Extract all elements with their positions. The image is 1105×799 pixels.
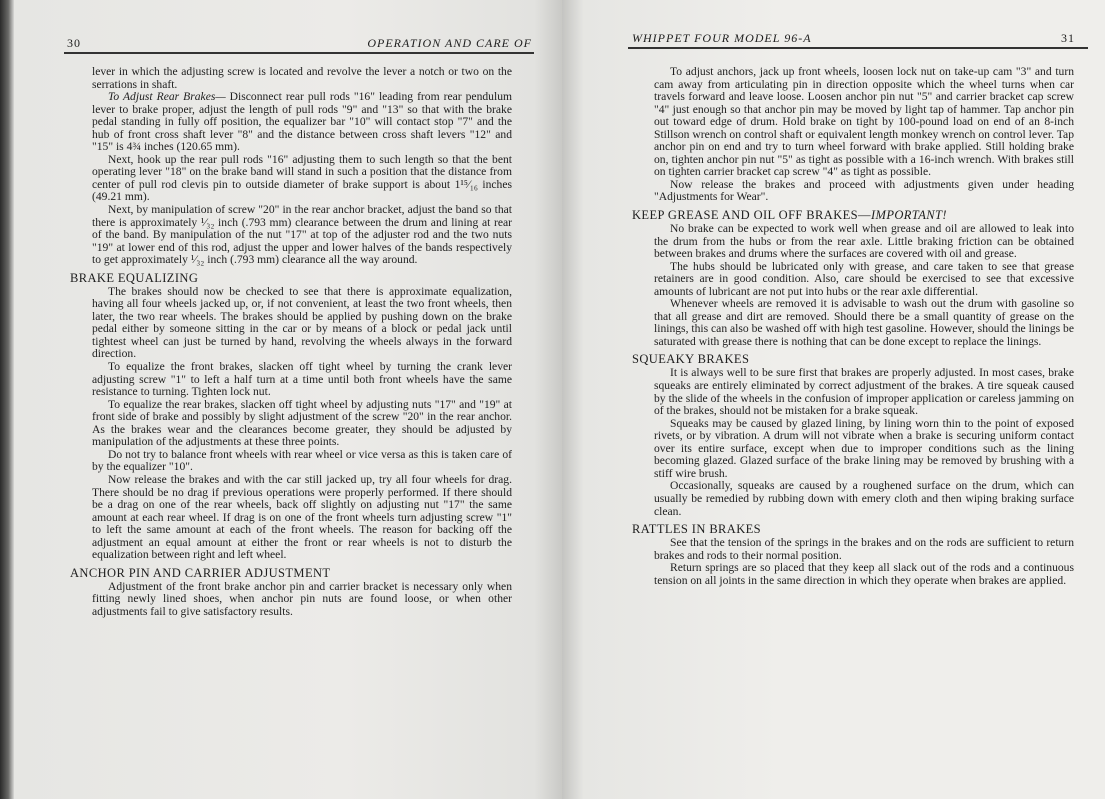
paragraph-text: The brakes should now be checked to see that there is approximate equalization, having all four wheels jacked up, or, if not convenient, at least the two front wheels, then later, the two rear wheels. The brakes should be applied by pushing down on the brake pedal either by someone sitting in the car or by means of a block or pedal jack until tightest wheel can just be turned by hand, revolving the wheels always in the forward direction. bbox=[92, 284, 512, 361]
right-page bbox=[562, 0, 1105, 799]
paragraph bbox=[654, 480, 1074, 518]
header-rule bbox=[628, 47, 1088, 49]
paragraph-text: Squeaks may be caused by glazed lining, by lining worn thin to the point of exposed rivets, or by vibration. A drum will not vibrate when a brake is securing uniform contact over its entire surface, except when due to improper conditions such as the lining becoming glazed. Glazed surface of the brake lining may be removed by brushing with a stiff wire brush. bbox=[654, 416, 1074, 480]
paragraph bbox=[92, 204, 512, 267]
paragraph bbox=[654, 537, 1074, 562]
paragraph-text: Next, hook up the rear pull rods "16" adjusting them to such length so that the bent operating lever "18" on the brake band will stand in such a position that the distance from center of pull rod clevis pin to outside diameter of brake support is about 1¹⁵⁄₁₆ inches (49.21 mm). bbox=[92, 152, 512, 204]
paragraph-text: Return springs are so placed that they keep all slack out of the rods and a continuous tension on all joints in the same direction in which they operate when brakes are applied. bbox=[654, 561, 1074, 587]
section-heading-emphasis: IMPORTANT! bbox=[870, 208, 947, 223]
paragraph bbox=[92, 154, 512, 204]
paragraph bbox=[92, 581, 512, 619]
paragraph-text: Now release the brakes and with the car still jacked up, try all four wheels for drag. There should be no drag if previous operations were properly performed. If there should be a drag on one of the rear wheels, back off slightly on adjusting nut "17" the same amount at each rear wheel. If drag is on one of the front wheels turn adjusting screw "1" to left the same amount at each of the front wheels. The reason for backing off the adjustment an equal amount at either the front or rear wheels is not to disturb the equalization between right and left wheel. bbox=[92, 472, 512, 562]
paragraph-text: Next, by manipulation of screw "20" in the rear anchor bracket, adjust the band so that there is approximately ¹⁄₃₂ inch (.793 mm) clearance between the drum and lining at rear of the band. By manipulation of the nut "17" at top of the adjuster rod and the two nuts "19" at lower end of this rod, adjust the upper and lower halves of the bands respectively to get approximately ¹⁄₃₂ inch (.793 mm) clearance all the way around. bbox=[92, 203, 512, 267]
paragraph-text: Whenever wheels are removed it is advisable to wash out the drum with gasoline so that all grease and dirt are removed. Should there be a small quantity of grease on the linings, this can also be washed off with high test gasoline. However, should the linings be saturated with grease there is nothing that can be done except to replace the linings. bbox=[654, 297, 1074, 348]
section-heading-text: ANCHOR PIN AND CARRIER ADJUSTMENT bbox=[70, 565, 331, 580]
paragraph-text: No brake can be expected to work well when grease and oil are allowed to leak into the drum from the hubs or from the rear axle. Little braking friction can be obtained between brakes and drums where the surfaces are covered with oil and grease. bbox=[654, 222, 1074, 261]
section-heading bbox=[632, 208, 1074, 222]
section-heading-text: KEEP GREASE AND OIL OFF BRAKES— bbox=[632, 208, 871, 223]
page-number: 30 bbox=[67, 36, 81, 50]
paragraph bbox=[654, 298, 1074, 348]
header-rule bbox=[64, 52, 534, 54]
section-heading bbox=[70, 566, 512, 580]
paragraph-text: To equalize the front brakes, slacken off tight wheel by turning the crank lever adjusting screw "1" to left a half turn at a time until both front wheels have the same resistance to turning. Tighten lock nut. bbox=[92, 360, 512, 399]
paragraph bbox=[92, 474, 512, 562]
section-heading bbox=[632, 352, 1074, 366]
paragraph bbox=[92, 286, 512, 361]
paragraph bbox=[654, 66, 1074, 179]
paragraph-text: The hubs should be lubricated only with grease, and care taken to see that grease retainers are in good condition. Also, care should be exercised to see that excessive amounts of lubricant are not put into hubs or the rear axle differential. bbox=[654, 259, 1074, 298]
paragraph bbox=[654, 261, 1074, 299]
paragraph-lead-in: To Adjust Rear Brakes— bbox=[108, 90, 226, 104]
paragraph bbox=[654, 223, 1074, 261]
paragraph-text: Occasionally, squeaks are caused by a roughened surface on the drum, which can usually be remedied by rubbing down with emery cloth and then wiping braking surface clean. bbox=[654, 479, 1074, 518]
paragraph-text: Disconnect rear pull rods "16" leading from rear pendulum lever to brake proper, adjust the length of pull rods "9" and "13" so that with the brake pedal standing in fully off position, the equalizer bar "10" will contact stop "7" and the hub of front cross shaft lever "8" and the distance between cross shaft levers "12" and "15" is 4¾ inches (120.65 mm). bbox=[92, 90, 513, 154]
paragraph bbox=[92, 399, 512, 449]
paragraph-text: To adjust anchors, jack up front wheels, loosen lock nut on take-up cam "3" and turn cam away from articulating pin in direction opposite which the wheel turns when car travels forward and leave loose. Loosen anchor pin nut "5" and carrier bracket cap screw "4" just enough so that anchor pin may be moved by light tap of hammer. Tap anchor pin out toward edge of drum. Hold brake on tight by 100-pound load on end of an 8-inch Stillson wrench on control shaft or equivalent length monkey wrench on control lever. Tap anchor pin on end and try to turn wheel forward with brake applied. Still holding brake on, tighten anchor pin nut "5" as tight as possible with a 16-inch wrench. With brakes still on tighten carrier bracket cap screw "4" as tight as possible. bbox=[654, 65, 1074, 179]
section-heading-text: SQUEAKY BRAKES bbox=[632, 352, 750, 367]
paragraph bbox=[92, 66, 512, 91]
paragraph bbox=[92, 91, 512, 154]
paragraph-text: Adjustment of the front brake anchor pin and carrier bracket is necessary only when fitting newly lined shoes, when anchor pin nuts are found loose, or when other adjustments fail to give satisfactory results. bbox=[92, 579, 512, 618]
book-binding-edge bbox=[0, 0, 14, 799]
paragraph bbox=[654, 367, 1074, 417]
paragraph bbox=[92, 361, 512, 399]
paragraph-text: Do not try to balance front wheels with rear wheel or vice versa as this is taken care of by the equalizer "10". bbox=[92, 447, 512, 474]
paragraph-text: lever in which the adjusting screw is located and revolve the lever a notch or two on the serrations in shaft. bbox=[92, 65, 512, 91]
page-number: 31 bbox=[1061, 31, 1075, 45]
text-column bbox=[632, 65, 1074, 587]
paragraph-text: See that the tension of the springs in the brakes and on the rods are sufficient to return brakes and rods to their normal position. bbox=[654, 536, 1074, 562]
paragraph-text: It is always well to be sure first that brakes are properly adjusted. In most cases, brake squeaks are entirely eliminated by correct adjustment of the brakes. A tire squeak caused by the slide of the wheels in the confusion of improper application or careless jamming on of the brakes, should not be mistaken for a brake squeak. bbox=[654, 366, 1074, 418]
left-page bbox=[14, 0, 562, 799]
running-title: WHIPPET FOUR MODEL 96-A bbox=[632, 31, 812, 45]
section-heading bbox=[632, 522, 1074, 536]
text-column bbox=[70, 65, 513, 618]
paragraph-text: Now release the brakes and proceed with adjustments given under heading "Adjustments for Wear". bbox=[654, 177, 1074, 204]
section-heading-text: BRAKE EQUALIZING bbox=[70, 270, 199, 285]
paragraph bbox=[654, 418, 1074, 481]
paragraph bbox=[654, 179, 1074, 204]
paragraph bbox=[92, 449, 512, 474]
section-heading bbox=[70, 271, 512, 285]
running-title: OPERATION AND CARE OF bbox=[367, 36, 532, 50]
paragraph-text: To equalize the rear brakes, slacken off tight wheel by adjusting nuts "17" and "19" at front side of brake and possibly by slight adjustment of the screw "20" in the rear anchor. As the brakes wear and the clearances become greater, they should be adjusted by manipulation of the adjustments at these three points. bbox=[92, 397, 512, 449]
paragraph bbox=[654, 562, 1074, 587]
section-heading-text: RATTLES IN BRAKES bbox=[632, 522, 762, 537]
